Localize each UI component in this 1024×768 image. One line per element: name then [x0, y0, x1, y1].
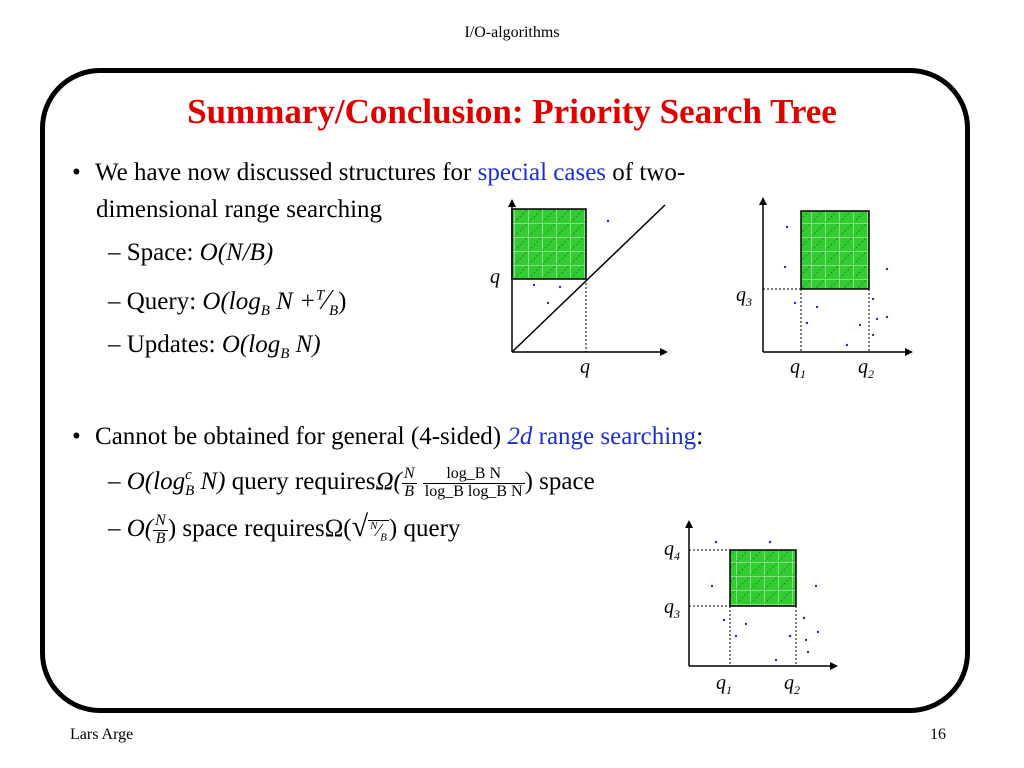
- lb2-end: query: [403, 515, 461, 542]
- sub-updates-rest: N): [295, 331, 321, 358]
- bullet-2-prefix: Cannot be obtained for general (4-sided): [95, 423, 502, 450]
- lb2-text: space requires: [182, 515, 325, 542]
- d3-label-x2: $q_2$: [784, 672, 800, 697]
- d3-label-y-top: $q_4$: [664, 538, 680, 563]
- sqrt-icon: √: [351, 510, 369, 543]
- d1-label-x: q: [580, 356, 590, 378]
- sub-space-math: O(N/B): [199, 239, 274, 266]
- lb2-math: O(: [126, 515, 154, 542]
- query-region: [730, 550, 796, 606]
- lb2-sqrt-content: $^N⁄_B$: [370, 520, 387, 544]
- lb1-rest: N): [200, 468, 226, 496]
- d2-label-x2: $q_2$: [858, 356, 874, 381]
- sub-space: – Space: O(N/B): [108, 239, 274, 266]
- lb1-c: c: [185, 466, 192, 483]
- query-region: [512, 209, 586, 279]
- d3-label-x1: $q_1$: [716, 672, 732, 697]
- footer-page-number: 16: [930, 726, 946, 743]
- d2-label-y: $q_3$: [736, 284, 752, 309]
- sub-query-close: ): [338, 288, 347, 315]
- lb1-omega: Ω(: [375, 468, 402, 496]
- bullet-1: [72, 160, 685, 185]
- bullet-1-line2: dimensional range searching: [96, 196, 383, 223]
- sub-query-base: B: [260, 303, 270, 319]
- lb1-close: ): [524, 468, 533, 496]
- lb1-text: query requires: [231, 468, 376, 496]
- d2-label-x1: $q_1$: [790, 356, 806, 381]
- lb2-frac: $\frac{N}{B}$: [155, 511, 166, 547]
- sub-query-B: B: [329, 303, 339, 319]
- sub-query-rest: N +: [276, 288, 316, 315]
- lb2-omega: Ω(: [324, 515, 352, 542]
- bullet-2-colon: :: [696, 423, 704, 450]
- sub-updates-base: B: [280, 346, 290, 362]
- sub-query-math: O(log: [202, 288, 261, 315]
- diagram-2: [755, 195, 915, 375]
- lb1-base: B: [185, 483, 195, 500]
- sub-lower-bound-2: – O( $\frac{N}{B}$ ) space requiresΩ(√ $^N⁄_B$) query: [108, 510, 461, 547]
- lb1-frac-n-b: $\frac{N}{B}$: [403, 465, 415, 500]
- diagram-3: [680, 520, 840, 680]
- footer-author: Lars Arge: [70, 726, 134, 743]
- slide-title: Summary/Conclusion: Priority Search Tree: [187, 92, 837, 131]
- bullet-2-highlight: range searching: [538, 423, 697, 450]
- bullet-1-prefix: We have now discussed structures for: [95, 159, 472, 186]
- lb2-close2: ): [388, 515, 398, 542]
- sub-space-label: Space:: [126, 239, 194, 266]
- lb2-close: ): [167, 515, 177, 542]
- d1-label-y: q: [490, 266, 500, 288]
- bullet-dot: •: [72, 423, 81, 450]
- sub-updates-label: Updates:: [126, 331, 216, 358]
- sub-updates: – Updates: $O(\log_B$ N): [108, 331, 321, 362]
- diagram-1: [500, 195, 670, 375]
- sub-lower-bound-1: – O(log c B N) query requiresΩ( $\frac{N}{B}$ $\frac{\text{log\_B N}}{\text{log\_B log\_B N}}$ ) space: [108, 465, 595, 500]
- lb1-end: space: [539, 468, 595, 496]
- header-title: I/O-algorithms: [464, 24, 560, 41]
- sub-updates-math: O(log: [221, 331, 281, 358]
- bullet-1-highlight: special cases: [477, 159, 607, 186]
- d3-label-y-bottom: $q_3$: [664, 596, 680, 621]
- bullet-2-2d: 2d: [507, 423, 533, 450]
- bullet-2: [72, 424, 703, 449]
- bullet-dot: •: [72, 159, 81, 186]
- sub-query-label: Query:: [126, 288, 197, 315]
- sub-query: – Query: $O(\log_B$ $N +^T⁄_B$): [108, 285, 347, 319]
- bullet-1-suffix: of two-: [612, 159, 686, 186]
- lb1-frac-log: $\frac{\text{log\_B N}}{\text{log\_B log\_B N}}$: [424, 465, 523, 500]
- lb1-math: O(log: [126, 468, 186, 496]
- query-region: [801, 211, 869, 289]
- sub-query-T: T: [315, 287, 325, 304]
